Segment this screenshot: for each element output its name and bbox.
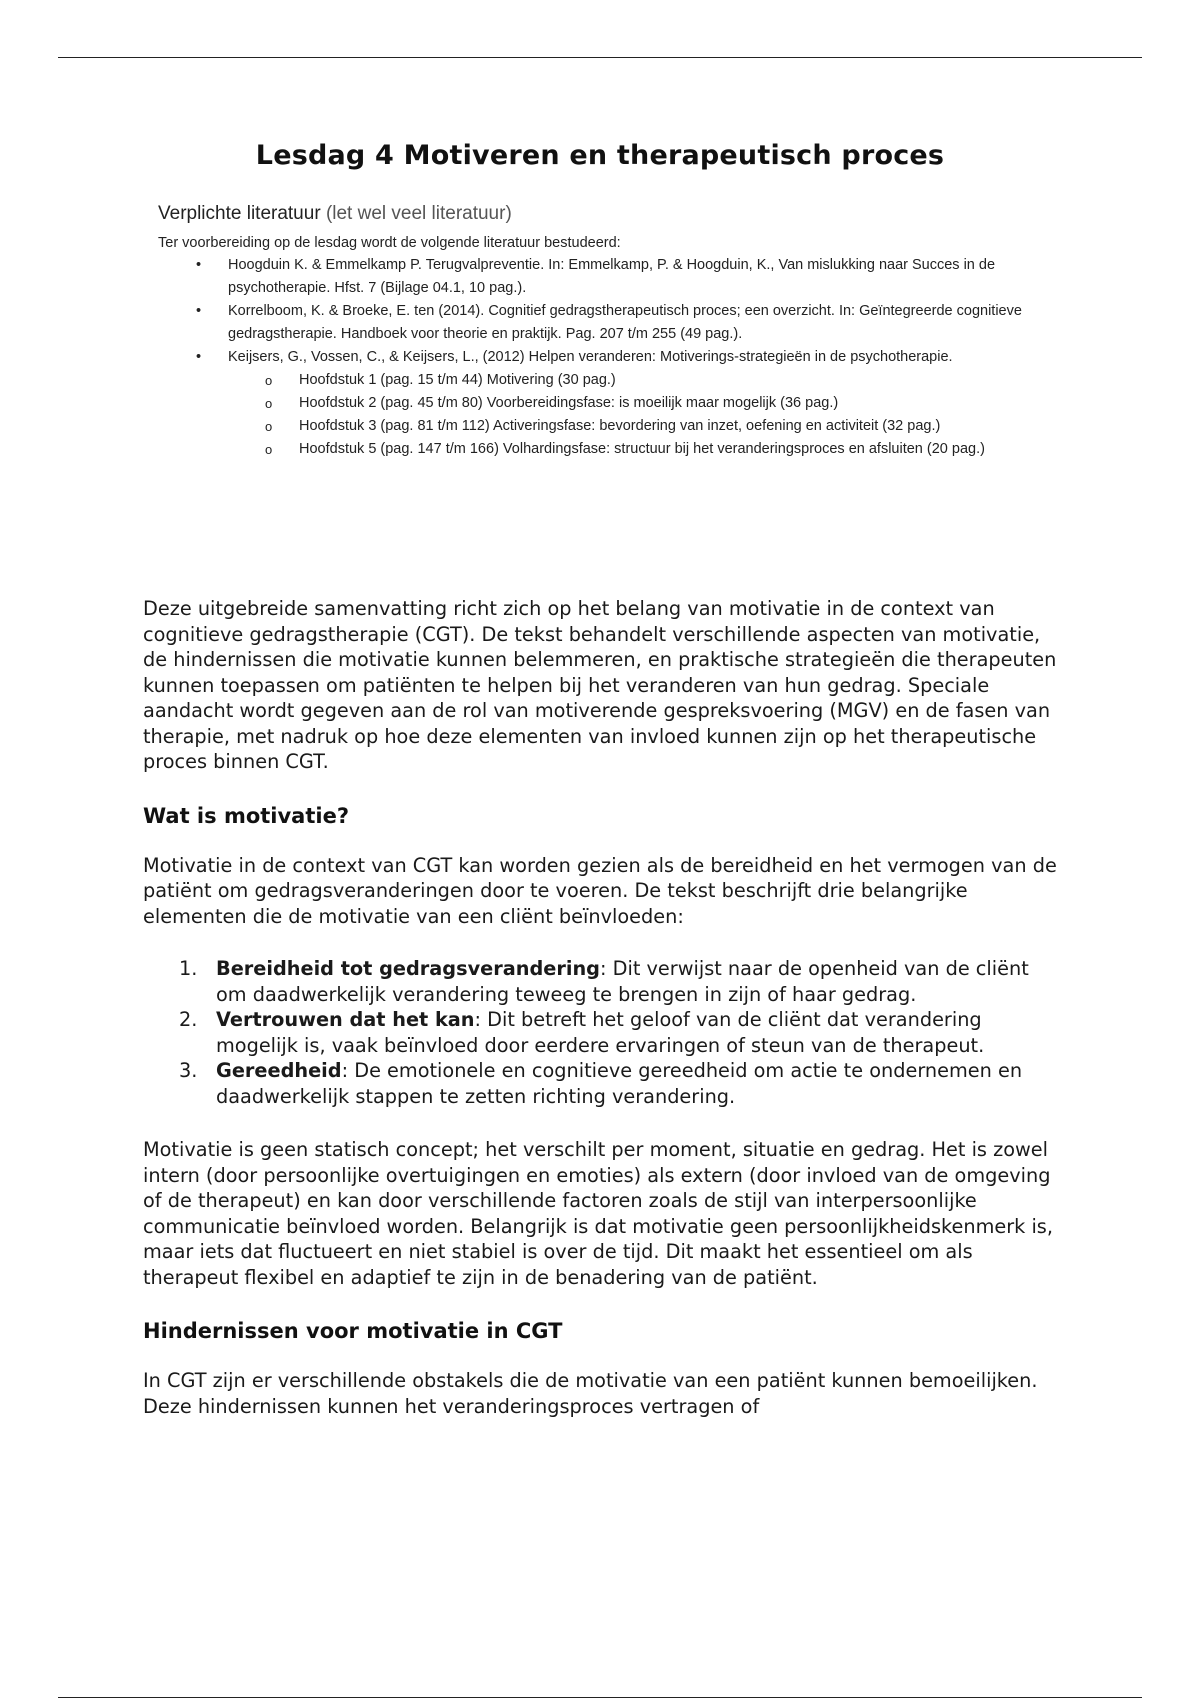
document-body	[143, 596, 1063, 1419]
list-item	[143, 956, 1063, 1007]
list-item	[143, 1058, 1063, 1109]
motivation-elements-list	[143, 956, 1063, 1109]
top-rule	[58, 57, 1142, 58]
intro-paragraph: Deze uitgebreide samenvatting richt zich op het belang van motivatie in de context van cognitieve gedragstherapie (CGT). De tekst behandelt verschillende aspecten van motivatie, de hindernissen die motivatie kunnen belemmeren, en praktische strategieën die therapeuten kunnen toepassen om patiënten te helpen bij het veranderen van hun gedrag. Speciale aandacht wordt gegeven aan de rol van motiverende gespreksvoering (MGV) en de fasen van therapie, met nadruk op hoe deze elementen van invloed kunnen zijn op het therapeutische proces binnen CGT.	[143, 597, 1057, 773]
hindernissen-paragraph-1: In CGT zijn er verschillende obstakels die de motivatie van een patiënt kunnen bemoeilijken. Deze hindernissen kunnen het veranderingsproces vertragen of	[143, 1369, 1038, 1418]
list-text: : De emotionele en cognitieve gereedheid om actie te ondernemen en daadwerkelijk stappen te zetten richting verandering.	[216, 1059, 1023, 1108]
list-text: : Dit betreft het geloof van de cliënt dat verandering mogelijk is, vaak beïnvloed door eerdere ervaringen of steun van de therapeut.	[216, 1008, 985, 1057]
list-number: 2.	[179, 1008, 198, 1031]
literature-subitem	[158, 415, 1058, 438]
bullet: •	[196, 303, 202, 319]
list-term: Gereedheid	[216, 1059, 342, 1082]
list-term: Bereidheid tot gedragsverandering	[216, 957, 600, 980]
literature-heading	[158, 202, 1058, 226]
literature-intro: Ter voorbereiding op de lesdag wordt de volgende literatuur bestudeerd:	[158, 235, 621, 251]
list-number: 3.	[179, 1059, 198, 1082]
section-heading-motivatie: Wat is motivatie?	[143, 803, 350, 828]
literature-subitem	[158, 392, 1058, 415]
literature-subitem	[158, 438, 1058, 461]
list-term: Vertrouwen dat het kan	[216, 1008, 475, 1031]
literature-item	[158, 300, 1058, 346]
literature-box	[158, 202, 1058, 461]
literature-heading-label: Verplichte literatuur	[158, 203, 321, 224]
literature-subitem	[158, 369, 1058, 392]
literature-subitem-text: Hoofdstuk 2 (pag. 45 t/m 80) Voorbereidingsfase: is moeilijk maar mogelijk (36 pag.)	[299, 395, 839, 411]
list-text: : Dit verwijst naar de openheid van de cliënt om daadwerkelijk verandering teweeg te brengen in zijn of haar gedrag.	[216, 957, 1029, 1006]
motivatie-paragraph-2: Motivatie is geen statisch concept; het verschilt per moment, situatie en gedrag. Het is zowel intern (door persoonlijke overtuigingen en emoties) als extern (door invloed van de omgeving of de therapeut) en kan door verschillende factoren zoals de stijl van interpersoonlijke communicatie beïnvloed worden. Belangrijk is dat motivatie geen persoonlijkheidskenmerk is, maar iets dat fluctueert en niet stabiel is over de tijd. Dit maakt het essentieel om als therapeut flexibel en adaptief te zijn in de benadering van de patiënt.	[143, 1138, 1053, 1289]
literature-subitem-text: Hoofdstuk 1 (pag. 15 t/m 44) Motivering (30 pag.)	[299, 372, 616, 388]
literature-subitem-text: Hoofdstuk 3 (pag. 81 t/m 112) Activeringsfase: bevordering van inzet, oefening en activiteit (32 pag.)	[299, 418, 941, 434]
motivatie-paragraph-1: Motivatie in de context van CGT kan worden gezien als de bereidheid en het vermogen van de patiënt om gedragsveranderingen door te voeren. De tekst beschrijft drie belangrijke elementen die de motivatie van een cliënt beïnvloeden:	[143, 853, 1057, 928]
bullet: •	[196, 349, 202, 365]
bottom-rule	[58, 1697, 1142, 1698]
literature-item-text: Keijsers, G., Vossen, C., & Keijsers, L., (2012) Helpen veranderen: Motiverings-strategieën in de psychotherapie.	[228, 349, 953, 365]
list-number: 1.	[179, 957, 198, 980]
section-heading-hindernissen: Hindernissen voor motivatie in CGT	[143, 1319, 563, 1343]
literature-item	[158, 254, 1058, 300]
page-title: Lesdag 4 Motiveren en therapeutisch proces	[255, 140, 945, 171]
literature-subitem-text: Hoofdstuk 5 (pag. 147 t/m 166) Volhardingsfase: structuur bij het veranderingsproces en afsluiten (20 pag.)	[299, 441, 985, 457]
sub-bullet: o	[265, 442, 273, 457]
sub-bullet: o	[265, 396, 273, 411]
bullet: •	[196, 257, 202, 273]
literature-heading-note: (let wel veel literatuur)	[325, 203, 512, 224]
literature-list	[158, 254, 1058, 461]
literature-item-text: Korrelboom, K. & Broeke, E. ten (2014). Cognitief gedragstherapeutisch proces; een overzicht. In: Geïntegreerde cognitieve gedragstherapie. Handboek voor theorie en praktijk. Pag. 207 t/m 255 (49 pag.).	[228, 303, 1022, 342]
sub-bullet: o	[265, 373, 273, 388]
list-item	[143, 1007, 1063, 1058]
literature-sublist	[158, 369, 1058, 461]
literature-item	[158, 346, 1058, 461]
literature-item-text: Hoogduin K. & Emmelkamp P. Terugvalpreventie. In: Emmelkamp, P. & Hoogduin, K., Van mislukking naar Succes in de psychotherapie. Hfst. 7 (Bijlage 04.1, 10 pag.).	[228, 257, 996, 296]
sub-bullet: o	[265, 419, 273, 434]
